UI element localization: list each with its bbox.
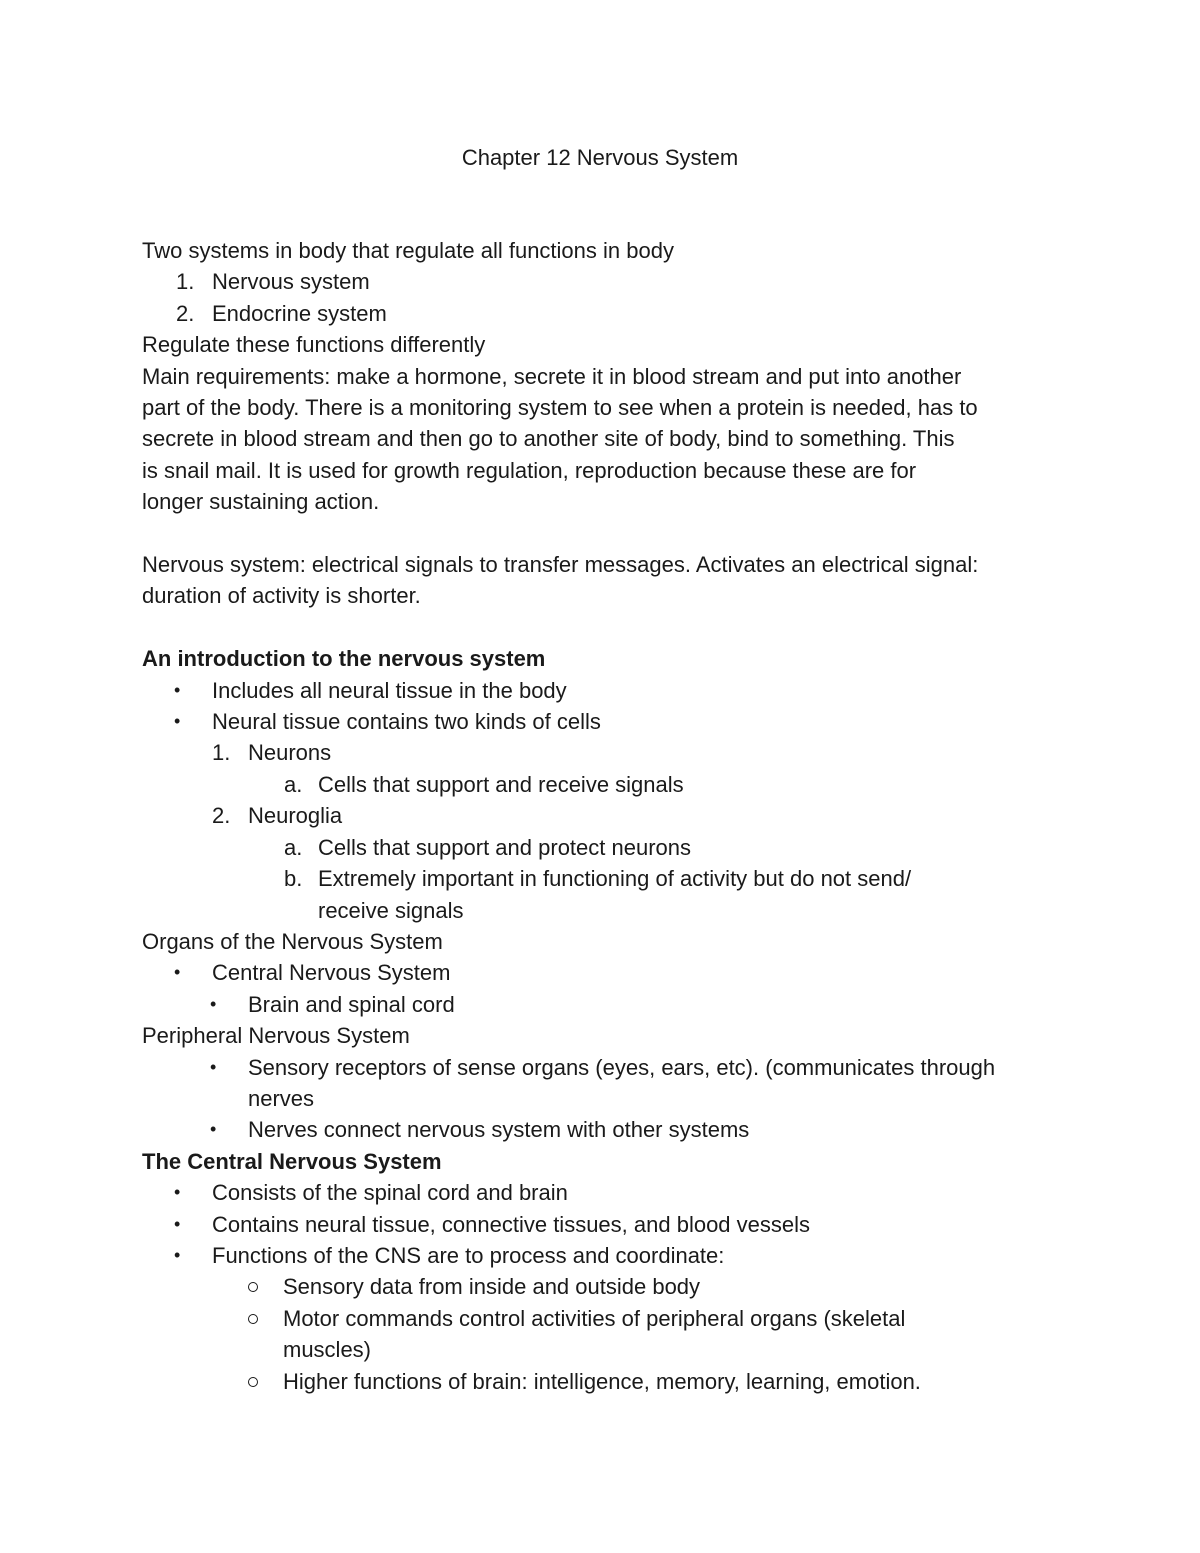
- circle-bullet-icon: [248, 1377, 258, 1387]
- bullet-text: Motor commands control activities of peripheral organs (skeletal: [283, 1305, 906, 1331]
- section-heading: The Central Nervous System: [142, 1148, 442, 1174]
- circle-bullet-icon: [248, 1314, 258, 1324]
- paragraph-line: Regulate these functions differently: [142, 332, 486, 358]
- list-item: [142, 298, 1072, 329]
- bullet-icon: •: [210, 1056, 217, 1077]
- blank-line: [142, 612, 1072, 643]
- bullet-icon: •: [210, 1119, 217, 1140]
- document-body: [142, 235, 1072, 1397]
- bullet-text: Sensory data from inside and outside body: [283, 1274, 701, 1300]
- bullet-text: Sensory receptors of sense organs (eyes, ears, etc). (communicates through: [248, 1054, 996, 1080]
- list-number: 1.: [176, 269, 195, 295]
- bullet-icon: •: [174, 962, 181, 983]
- bullet-text: Central Nervous System: [212, 960, 451, 986]
- bullet-text: Brain and spinal cord: [248, 991, 455, 1017]
- list-item-continuation: [142, 895, 1072, 926]
- list-item-text: Neurons: [248, 740, 332, 766]
- list-number: 2.: [176, 300, 195, 326]
- bullet-item-continuation: [142, 1083, 1072, 1114]
- list-item-text: Cells that support and protect neurons: [318, 834, 692, 860]
- list-item: [142, 863, 1072, 894]
- bullet-item: [142, 1177, 1072, 1208]
- bullet-text: nerves: [248, 1085, 315, 1111]
- bullet-item: [142, 989, 1072, 1020]
- paragraph-line: Organs of the Nervous System: [142, 928, 443, 954]
- bullet-item: [142, 1209, 1072, 1240]
- bullet-text: Nerves connect nervous system with other systems: [248, 1117, 750, 1143]
- bullet-icon: •: [174, 679, 181, 700]
- list-letter: b.: [284, 866, 303, 892]
- list-item: [142, 737, 1072, 768]
- list-item-text: Nervous system: [212, 269, 370, 295]
- paragraph-line: secrete in blood stream and then go to another site of body, bind to something. This: [142, 426, 955, 452]
- bullet-icon: •: [210, 993, 217, 1014]
- list-item: [142, 832, 1072, 863]
- list-item-text: Extremely important in functioning of activity but do not send/: [318, 866, 912, 892]
- list-item-text: Endocrine system: [212, 300, 387, 326]
- bullet-text: Consists of the spinal cord and brain: [212, 1180, 568, 1206]
- list-letter: a.: [284, 771, 303, 797]
- bullet-text: Functions of the CNS are to process and coordinate:: [212, 1242, 725, 1268]
- list-item-text: Neuroglia: [248, 803, 343, 829]
- blank-line: [142, 518, 1072, 549]
- list-number: 2.: [212, 803, 231, 829]
- bullet-text: Includes all neural tissue in the body: [212, 677, 567, 703]
- bullet-item: [142, 1052, 1072, 1083]
- sub-bullet-item: [142, 1271, 1072, 1302]
- paragraph-line: part of the body. There is a monitoring system to see when a protein is needed, has to: [142, 395, 978, 421]
- intro-line: Two systems in body that regulate all functions in body: [142, 238, 674, 263]
- list-number: 1.: [212, 740, 231, 766]
- list-item-text: Cells that support and receive signals: [318, 771, 684, 797]
- bullet-icon: •: [174, 1182, 181, 1203]
- paragraph-line: duration of activity is shorter.: [142, 583, 421, 609]
- list-item-text: receive signals: [318, 897, 464, 923]
- sub-bullet-item: [142, 1303, 1072, 1334]
- paragraph-line: is snail mail. It is used for growth regulation, reproduction because these are for: [142, 457, 917, 483]
- page-title: Chapter 12 Nervous System: [461, 145, 739, 170]
- paragraph-line: Peripheral Nervous System: [142, 1023, 410, 1049]
- bullet-item: [142, 1114, 1072, 1145]
- sub-bullet-item-continuation: [142, 1334, 1072, 1365]
- bullet-icon: •: [174, 1213, 181, 1234]
- list-item: [142, 266, 1072, 297]
- paragraph-line: longer sustaining action.: [142, 489, 380, 515]
- bullet-item: [142, 1240, 1072, 1271]
- bullet-text: Neural tissue contains two kinds of cells: [212, 709, 601, 735]
- bullet-text: Contains neural tissue, connective tissues, and blood vessels: [212, 1211, 811, 1237]
- sub-bullet-item: [142, 1366, 1072, 1397]
- paragraph-line: Main requirements: make a hormone, secrete it in blood stream and put into another: [142, 363, 962, 389]
- bullet-item: [142, 706, 1072, 737]
- bullet-item: [142, 675, 1072, 706]
- bullet-item: [142, 957, 1072, 988]
- bullet-icon: •: [174, 711, 181, 732]
- list-item: [142, 769, 1072, 800]
- list-item: [142, 800, 1072, 831]
- section-heading: An introduction to the nervous system: [142, 646, 546, 672]
- bullet-text: Higher functions of brain: intelligence, memory, learning, emotion.: [283, 1368, 921, 1394]
- list-letter: a.: [284, 834, 303, 860]
- bullet-icon: •: [174, 1244, 181, 1265]
- paragraph-line: Nervous system: electrical signals to transfer messages. Activates an electrical signal:: [142, 552, 979, 578]
- circle-bullet-icon: [248, 1282, 258, 1292]
- bullet-text: muscles): [283, 1337, 372, 1363]
